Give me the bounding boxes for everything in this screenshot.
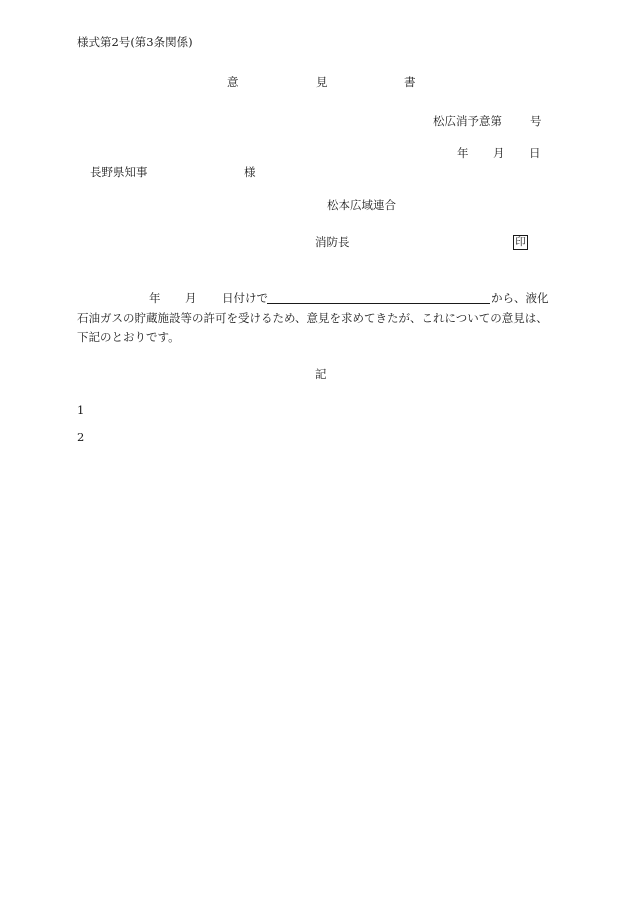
title-char-2: 見 [316,75,328,89]
issue-date-year: 年 [457,146,469,160]
addressee-name: 長野県知事 [90,165,148,179]
title-char-3: 書 [404,75,416,89]
issue-date-day: 日 [529,146,541,160]
body-line3: 下記のとおりです。 [77,330,180,344]
fill-in-blank-line [267,303,490,304]
body-line2: 石油ガスの貯蔵施設等の許可を受けるため、意見を求めてきたが、これについての意見は、 [77,311,548,325]
issue-date-month: 月 [493,146,505,160]
body-date-day-suffix: 日付けで [222,291,268,305]
doc-number-prefix: 松広消予意第 [433,114,502,128]
item-number-1: 1 [77,403,85,417]
body-line1-end: から、液化 [491,291,549,305]
sender-position: 消防長 [315,235,350,249]
ki-heading: 記 [315,367,327,381]
doc-number-suffix: 号 [530,114,542,128]
body-date-year: 年 [149,291,161,305]
form-label: 様式第2号(第3条関係) [77,35,193,49]
item-number-2: 2 [77,430,85,444]
body-date-month: 月 [185,291,197,305]
title-char-1: 意 [227,75,239,89]
addressee-honorific: 様 [244,165,256,179]
sender-org: 松本広域連合 [327,198,396,212]
seal-mark: 印 [513,235,528,250]
